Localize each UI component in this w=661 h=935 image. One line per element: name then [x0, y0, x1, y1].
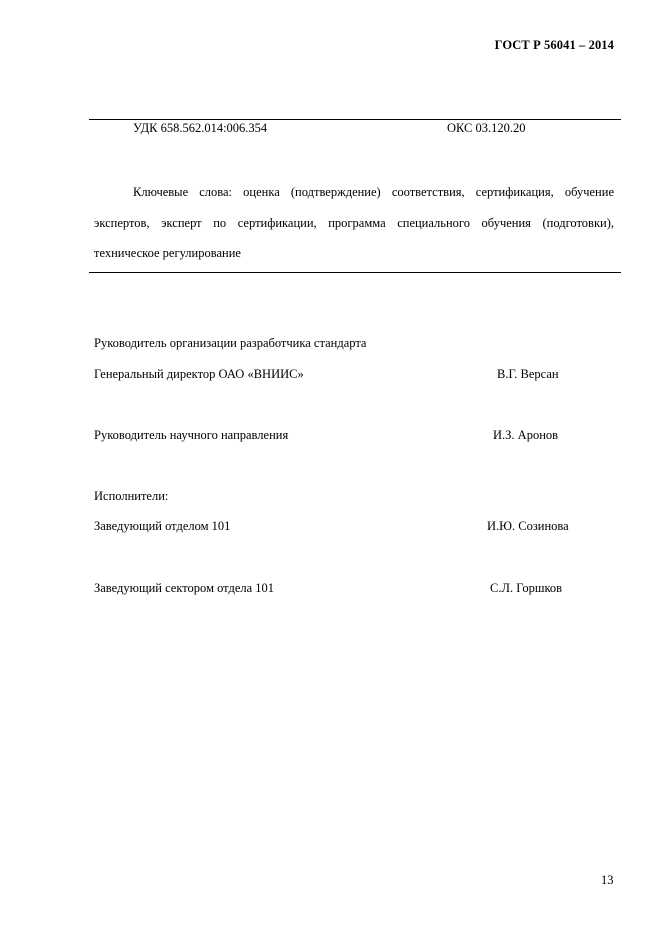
science-head-name: И.З. Аронов: [493, 428, 559, 442]
bottom-rule: [89, 272, 621, 273]
executor-name: И.Ю. Созинова: [487, 519, 569, 533]
developer-heading: Руководитель организации разработчика стандарта: [94, 336, 367, 350]
udk-code: УДК 658.562.014:006.354: [133, 121, 268, 135]
top-rule: [89, 119, 621, 120]
executors-heading: Исполнители:: [94, 489, 169, 503]
director-title: Генеральный директор ОАО «ВНИИС»: [94, 367, 304, 381]
director-name: В.Г. Версан: [497, 367, 559, 381]
executor-name: С.Л. Горшков: [490, 581, 563, 595]
executor-title: Заведующий сектором отдела 101: [94, 581, 275, 595]
executor-title: Заведующий отделом 101: [94, 519, 231, 533]
science-head-title: Руководитель научного направления: [94, 428, 289, 442]
standard-code: ГОСТ Р 56041 – 2014: [494, 38, 614, 52]
keywords-paragraph: Ключевые слова: оценка (подтверждение) соответствия, сертификация, обучение экспертов, эксперт по сертификации, программа специального обучения (подготовки), техническое регулирование: [94, 185, 614, 260]
oks-code: ОКС 03.120.20: [447, 121, 526, 135]
page-number: 13: [601, 873, 614, 887]
